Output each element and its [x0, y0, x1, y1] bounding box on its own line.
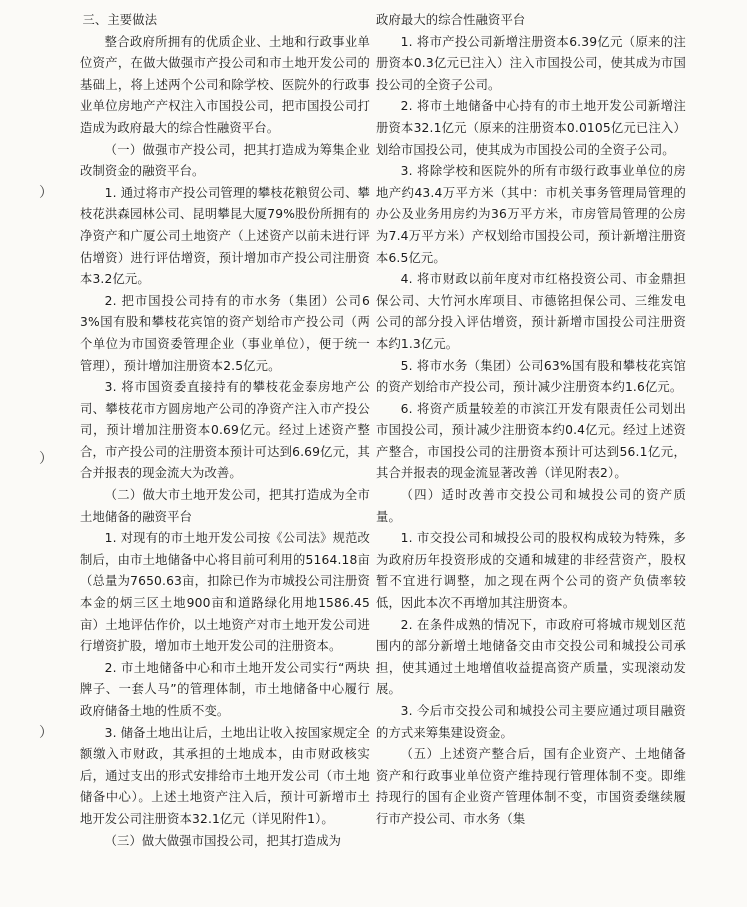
- paragraph: 2. 将市土地储备中心持有的市土地开发公司新增注册资本32.1亿元（原来的注册资本0.0105亿元已注入）划给市国投公司，使其成为市国投公司的全资子公司。: [376, 99, 686, 157]
- subsection-heading: （一）做强市产投公司，把其打造成为筹集企业改制资金的融资平台。: [80, 142, 370, 179]
- paragraph: 4. 将市财政以前年度对市红格投资公司、市金鼎担保公司、大竹河水库项目、市德铭担保公司、三维发电公司的部分投入评估增资，预计新增市国投公司注册资本约1.3亿元。: [376, 272, 686, 351]
- subsection-heading: （五）上述资产整合后，国有企业资产、土地储备资产和行政事业单位资产维持现行管理体制不变。即维持现行的国有企业资产管理体制不变，市国资委继续履行市产投公司、市水务（集: [376, 747, 686, 826]
- paragraph: 3. 将市国资委直接持有的攀枝花金泰房地产公司、攀枝花市方圆房地产公司的净资产注入市产投公司，预计增加注册资本0.69亿元。经过上述资产整合，市产投公司的注册资本预计可达到6.69亿元，其合并报表的现金流大为改善。: [80, 380, 370, 481]
- paragraph: 2. 在条件成熟的情况下，市政府可将城市规划区范围内的部分新增土地储备交由市交投公司和城投公司承担，使其通过土地增值收益提高资产质量，实现滚动发展。: [376, 617, 686, 697]
- paragraph: 政府最大的综合性融资平台: [376, 13, 526, 27]
- paragraph: 3. 今后市交投公司和城投公司主要应通过项目融资的方式来筹集建设资金。: [376, 704, 686, 740]
- paragraph: 1. 对现有的市土地开发公司按《公司法》规范改制后，由市土地储备中心将目前可利用的5164.18亩（总量为7650.63亩，扣除已作为市城投公司注册资本金的炳三区土地900亩和道路绿化用地1586.45亩）土地评估作价，以土地资产对市土地开发公司进行增资扩股，增加市土地开发公司的注册资本。: [80, 531, 370, 654]
- subsection-heading: （四）适时改善市交投公司和城投公司的资产质量。: [376, 488, 686, 524]
- paragraph: 5. 将市水务（集团）公司63%国有股和攀枝花宾馆的资产划给市产投公司，预计减少注册资本约1.6亿元。: [376, 358, 686, 395]
- paragraph: 整合政府所拥有的优质企业、土地和行政事业单位资产，在做大做强市产投公司和市土地开发公司的基础上，将上述两个公司和除学校、医院外的行政事业单位房地产产权注入市国投公司，把市国投公司打造成为政府最大的综合性融资平台。: [80, 34, 370, 135]
- right-column: [376, 10, 686, 831]
- paragraph: 2. 把市国投公司持有的市水务（集团）公司63%国有股和攀枝花宾馆的资产划给市产投公司（两个单位为市国资委管理企业（事业单位），便于统一管理），预计增加注册资本2.5亿元。: [80, 293, 370, 373]
- binding-mark: ）: [39, 185, 53, 201]
- paragraph: 2. 市土地储备中心和市土地开发公司实行“两块牌子、一套人马”的管理体制，市土地储备中心履行政府储备土地的性质不变。: [80, 660, 370, 718]
- binding-mark: ）: [39, 725, 53, 741]
- section-heading: 三、主要做法: [82, 13, 158, 27]
- paragraph: 1. 将市产投公司新增注册资本6.39亿元（原来的注册资本0.3亿元已注入）注入市国投公司，使其成为市国投公司的全资子公司。: [376, 34, 686, 92]
- subsection-heading: （二）做大市土地开发公司，把其打造成为全市土地储备的融资平台: [80, 488, 370, 524]
- binding-mark: ）: [39, 451, 53, 467]
- subsection-heading: （三）做大做强市国投公司，把其打造成为: [104, 833, 342, 848]
- paragraph: 1. 通过将市产投公司管理的攀枝花粮贸公司、攀枝花洪森园林公司、昆明攀昆大厦79%股份所拥有的净资产和广厦公司土地资产（上述资产以前未进行评估增资）进行评估增资，预计增加市产投公司注册资本3.2亿元。: [80, 185, 370, 287]
- paragraph: 6. 将资产质量较差的市滨江开发有限责任公司划出市国投公司，预计减少注册资本约0.4亿元。经过上述资产整合，市国投公司的注册资本预计可达到56.1亿元，其合并报表的现金流显著改善（详见附表2）。: [376, 401, 686, 481]
- left-column: [80, 10, 370, 852]
- paragraph: 1. 市交投公司和城投公司的股权构成较为特殊，多为政府历年投资形成的交通和城建的非经营资产，股权暂不宜进行调整，加之现在两个公司的资产负债率较低，因此本次不再增加其注册资本。: [376, 531, 686, 611]
- paragraph: 3. 将除学校和医院外的所有市级行政事业单位的房地产约43.4万平方米（其中：市机关事务管理局管理的办公及业务用房约为36万平方米，市房管局管理的公房为7.4万平方米）产权划给市国投公司，预计新增注册资本6.5亿元。: [376, 164, 686, 265]
- paragraph: 3. 储备土地出让后，土地出让收入按国家规定全额缴入市财政，其承担的土地成本，由市财政核实后，通过支出的形式安排给市土地开发公司（市土地储备中心）。上述土地资产注入后，预计可新增市土地开发公司注册资本32.1亿元（详见附件1）。: [80, 725, 370, 826]
